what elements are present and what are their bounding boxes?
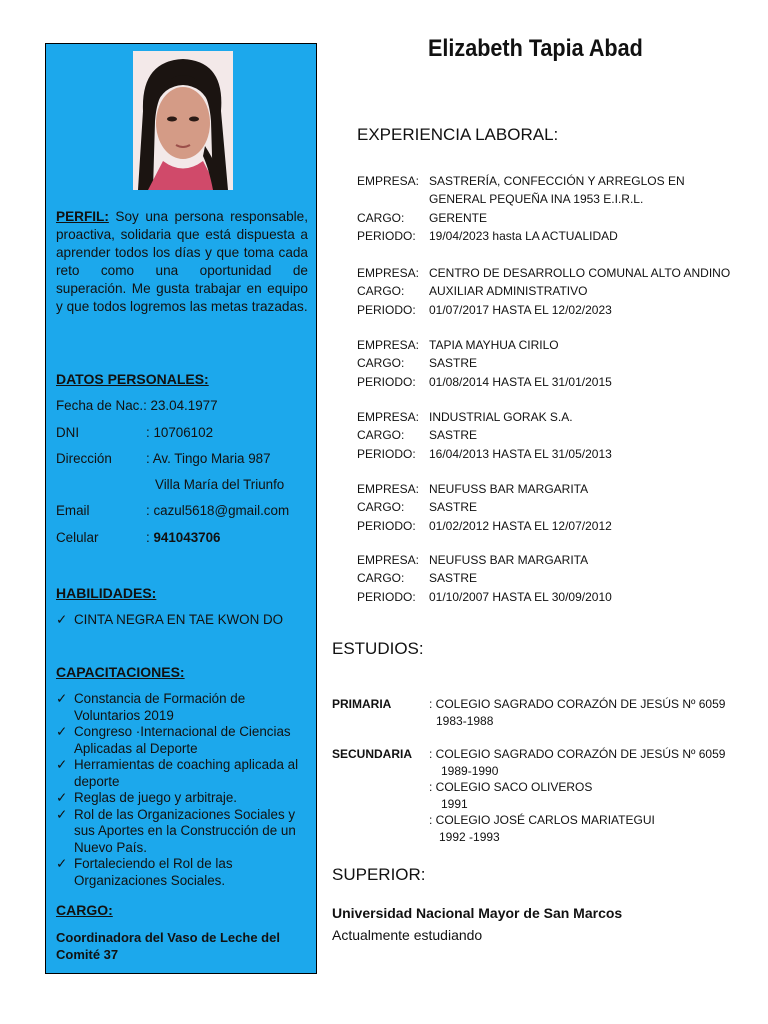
period-value: 01/10/2007 HASTA EL 30/09/2010 [429,589,612,604]
training-item [56,790,308,807]
secondary-school-1: : COLEGIO SAGRADO CORAZÓN DE JESÚS Nº 6059 [429,747,726,761]
training-item [56,691,308,724]
company-value: SASTRERÍA, CONFECCIÓN Y ARREGLOS EN [429,174,685,188]
role-label: CARGO: [357,571,405,586]
company-label: EMPRESA: [357,266,420,280]
training-item [56,856,308,889]
role-value: SASTRE [429,356,478,371]
company-value: TAPIA MAYHUA CIRILO [429,338,559,352]
period-label: PERIODO: [357,589,416,604]
dob-text: Fecha de Nac.: 23.04.1977 [56,398,218,413]
company-value: CENTRO DE DESARROLLO COMUNAL ALTO ANDINO [429,266,731,280]
address-line2: Villa María del Triunfo [155,477,285,492]
role-label: CARGO: [357,500,405,515]
secondary-years-3: 1992 -1993 [439,830,500,844]
secondary-school-3: : COLEGIO JOSÉ CARLOS MARIATEGUI [429,813,655,827]
trainings-heading: CAPACITACIONES: [56,664,185,680]
trainings-list [56,691,308,889]
training-text: Fortaleciendo el Rol de las Organizaciones Sociales. [74,856,233,888]
role-label: CARGO: [357,428,405,443]
period-value: 19/04/2023 hasta LA ACTUALIDAD [429,228,618,243]
secondary-years-2: 1991 [441,797,468,811]
phone-colon: : [146,530,154,545]
skill-text: CINTA NEGRA EN TAE KWON DO [74,612,284,627]
check-icon: ✓ [56,724,68,739]
company-label: EMPRESA: [357,174,420,188]
company-value: INDUSTRIAL GORAK S.A. [429,410,573,424]
phone-label: Celular [56,530,99,545]
secondary-years-1: 1989-1990 [441,764,499,778]
check-icon: ✓ [56,806,68,822]
training-text: Rol de las Organizaciones Sociales y sus Aportes en la Construcción de un Nuevo País. [74,806,296,855]
company-label: EMPRESA: [357,338,420,352]
company-value: NEUFUSS BAR MARGARITA [429,553,589,567]
sidebar [45,43,317,974]
check-icon: ✓ [56,612,68,627]
role-value: GERENTE [429,210,488,225]
primary-school: : COLEGIO SAGRADO CORAZÓN DE JESÚS Nº 6059 [429,697,726,711]
period-value: 01/08/2014 HASTA EL 31/01/2015 [429,374,612,389]
secondary-label: SECUNDARIA [332,747,413,761]
address-label: Dirección [56,451,112,466]
phone-value-wrap [146,530,220,545]
check-icon: ✓ [56,691,68,706]
period-label: PERIODO: [357,374,416,389]
primary-years: 1983-1988 [436,714,494,728]
phone-value: 941043706 [153,530,221,545]
training-text: Reglas de juego y arbitraje. [74,790,238,805]
training-item [56,807,308,857]
training-text: Herramientas de coaching aplicada al deporte [74,757,299,789]
role-value: SASTRE [429,428,478,443]
period-value: 01/02/2012 HASTA EL 12/07/2012 [429,518,612,533]
company-label: EMPRESA: [357,410,420,424]
primary-label: PRIMARIA [332,697,392,711]
dni-label: DNI [56,425,80,440]
address-value: : Av. Tingo Maria 987 [146,451,271,466]
role-label: CARGO: [357,284,405,299]
profile-heading: PERFIL: [56,209,109,224]
skills-heading: HABILIDADES: [56,585,157,601]
check-icon: ✓ [56,856,68,871]
cargo-heading: CARGO: [56,902,113,918]
skill-item [56,612,308,629]
role-label: CARGO: [357,356,405,371]
training-item [56,724,308,757]
role-label: CARGO: [357,210,405,225]
period-label: PERIODO: [357,446,416,461]
period-label: PERIODO: [357,228,416,243]
period-value: 01/07/2017 HASTA EL 12/02/2023 [429,302,612,317]
check-icon: ✓ [56,790,68,805]
check-icon: ✓ [56,757,68,772]
company-label: EMPRESA: [357,553,420,567]
training-text: Congreso ·Internacional de Ciencias Aplicadas al Deporte [74,724,291,756]
period-label: PERIODO: [357,302,416,317]
company-value-2: GENERAL PEQUEÑA INA 1953 E.I.R.L. [429,192,644,207]
study-status: Actualmente estudiando [332,927,483,943]
period-label: PERIODO: [357,518,416,533]
role-value: AUXILIAR ADMINISTRATIVO [429,284,588,299]
cargo-text: Coordinadora del Vaso de Leche del Comité 37 [56,930,280,962]
email-label: Email [56,503,90,518]
experience-heading: EXPERIENCIA LABORAL: [357,125,559,144]
secondary-school-2: : COLEGIO SACO OLIVEROS [429,780,593,794]
role-value: SASTRE [429,571,478,586]
period-value: 16/04/2013 HASTA EL 31/05/2013 [429,446,612,461]
person-name: Elizabeth Tapia Abad [428,35,643,62]
profile-text: Soy una persona responsable, proactiva, solidaria que está dispuesta a aprender todos los días y que toma cada reto como una oportunidad de superación. Me gusta trabajar en equipo y que todos logremos las metas trazadas. [56,209,308,314]
profile-photo [133,51,233,190]
training-item [56,757,308,790]
dni-value: : 10706102 [146,425,214,440]
company-label: EMPRESA: [357,482,420,496]
skills-list [56,612,308,629]
university-name: Universidad Nacional Mayor de San Marcos [332,905,623,921]
studies-heading: ESTUDIOS: [332,639,424,658]
company-value: NEUFUSS BAR MARGARITA [429,482,589,496]
personal-heading: DATOS PERSONALES: [56,371,209,387]
role-value: SASTRE [429,500,478,515]
training-text: Constancia de Formación de Voluntarios 2019 [74,691,246,723]
email-value: : cazul5618@gmail.com [146,503,290,518]
superior-heading: SUPERIOR: [332,865,426,884]
profile-section [56,208,308,316]
